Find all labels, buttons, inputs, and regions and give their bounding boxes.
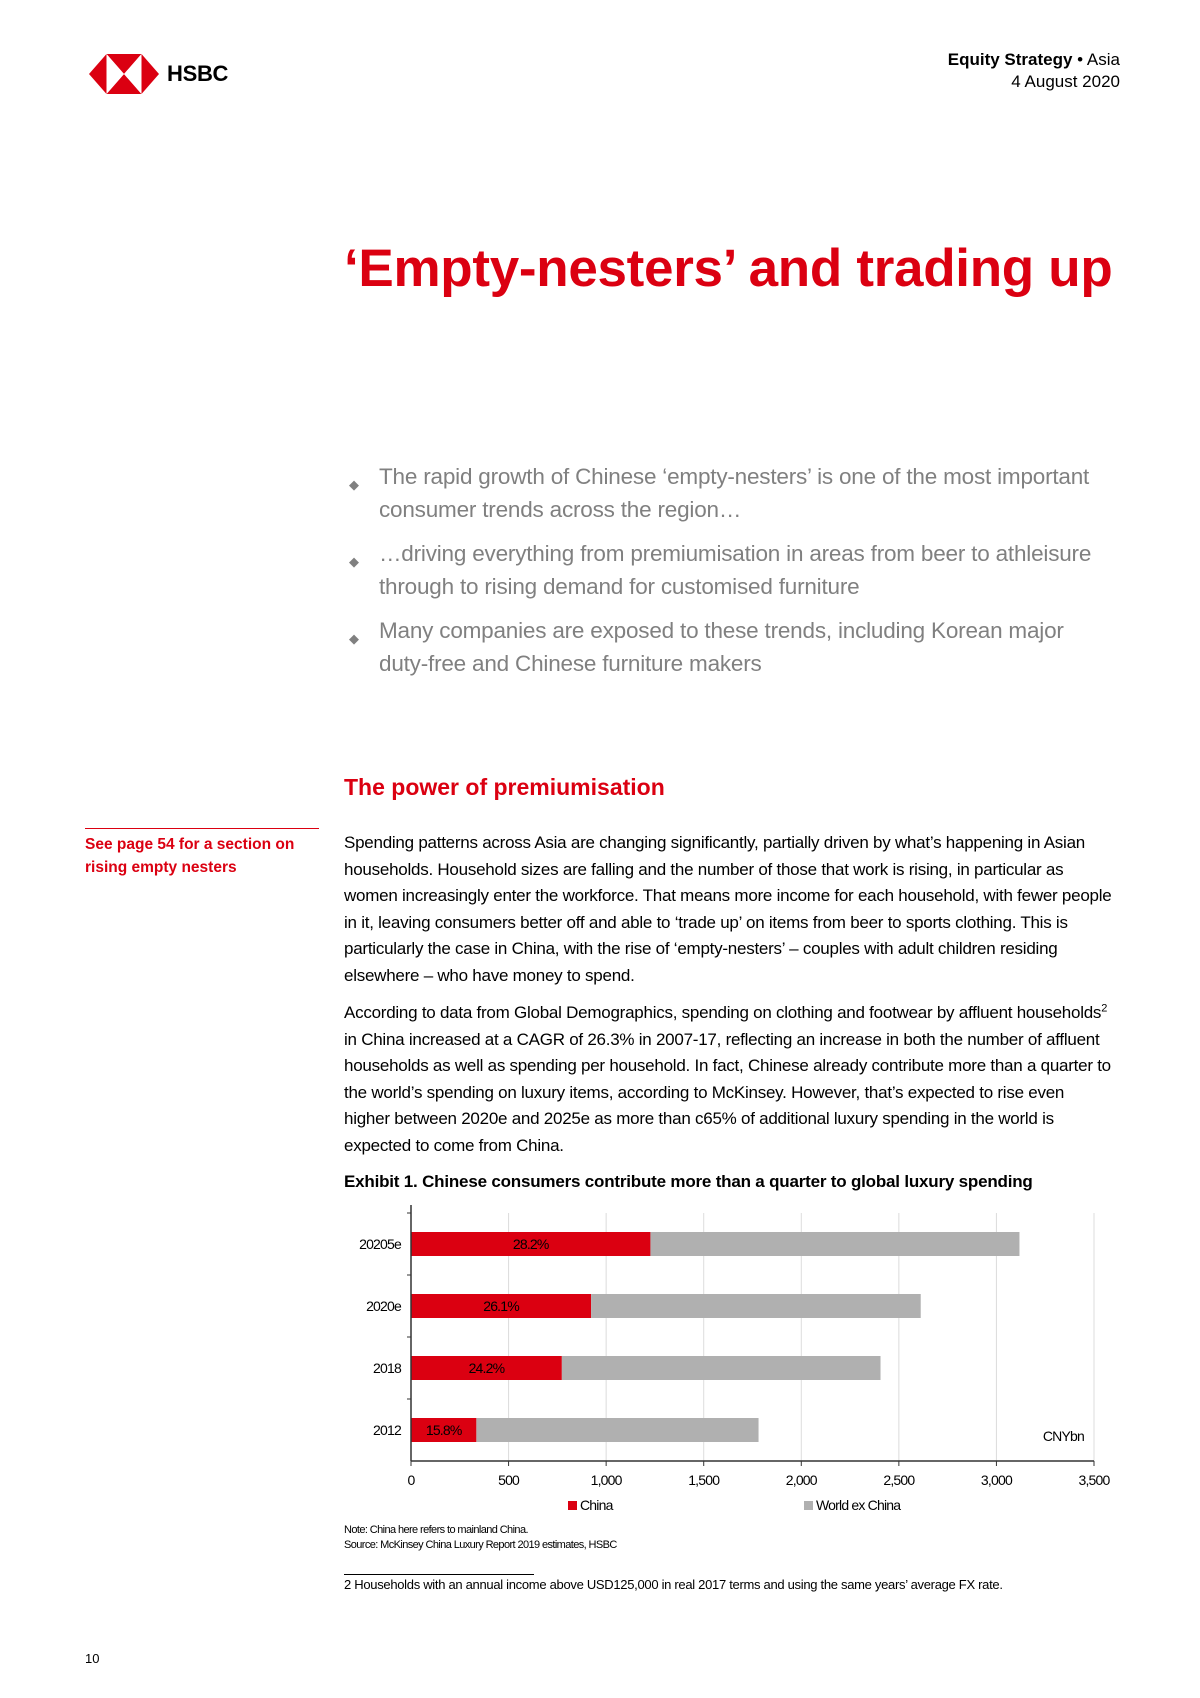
bar-world-ex-china bbox=[476, 1418, 758, 1442]
bar-world-ex-china bbox=[562, 1356, 881, 1380]
x-tick-label: 3,500 bbox=[1078, 1472, 1110, 1488]
footnote-ref[interactable]: 2 bbox=[1101, 1002, 1108, 1015]
legend-label: China bbox=[580, 1497, 613, 1513]
data-label: 28.2% bbox=[512, 1236, 549, 1252]
bullet-item bbox=[346, 537, 1106, 603]
data-label: 26.1% bbox=[483, 1298, 519, 1314]
x-tick-label: 500 bbox=[498, 1472, 520, 1488]
bar-world-ex-china bbox=[591, 1294, 921, 1318]
section-heading: The power of premiumisation bbox=[344, 774, 665, 800]
bar-world-ex-china bbox=[650, 1232, 1019, 1256]
x-tick-label: 0 bbox=[407, 1472, 415, 1488]
bullet-item bbox=[346, 460, 1106, 526]
report-series: Equity Strategy bbox=[947, 50, 1073, 69]
data-label: 15.8% bbox=[425, 1422, 462, 1438]
bullet-text: The rapid growth of Chinese ‘empty-nesters’ is one of the most important consumer trends across the region… bbox=[379, 464, 1090, 522]
sidebar-note[interactable]: See page 54 for a section on rising empty nesters bbox=[85, 828, 319, 879]
chart-note: Note: China here refers to mainland China. bbox=[344, 1524, 528, 1536]
x-tick-label: 1,000 bbox=[590, 1472, 622, 1488]
paragraph-2-start: According to data from Global Demographics, spending on clothing and footwear by affluent households bbox=[344, 1003, 1102, 1022]
exhibit-title: Exhibit 1. Chinese consumers contribute more than a quarter to global luxury spending bbox=[344, 1172, 1033, 1191]
unit-label: CNYbn bbox=[1042, 1428, 1084, 1444]
y-tick-label: 2012 bbox=[373, 1422, 401, 1438]
diamond-bullet-icon: ◆ bbox=[349, 554, 359, 569]
page-number: 10 bbox=[85, 1651, 100, 1666]
body-text bbox=[344, 830, 1114, 1170]
x-tick-label: 2,500 bbox=[883, 1472, 915, 1488]
separator: • bbox=[1077, 50, 1084, 69]
paragraph-2 bbox=[344, 1000, 1114, 1159]
hsbc-logo bbox=[89, 54, 228, 94]
legend-swatch bbox=[568, 1501, 577, 1510]
x-tick-label: 2,000 bbox=[785, 1472, 817, 1488]
hsbc-hexagon-icon bbox=[89, 54, 159, 94]
x-tick-label: 3,000 bbox=[980, 1472, 1012, 1488]
chart-notes bbox=[344, 1523, 617, 1553]
bullet-text: Many companies are exposed to these trends, including Korean major duty-free and Chinese furniture makers bbox=[379, 618, 1064, 676]
paragraph-2-end: in China increased at a CAGR of 26.3% in 2007-17, reflecting an increase in both the number of affluent households as well as spending per household. In fact, Chinese already contribute more than a quarter to the world’s spending on luxury items, according to McKinsey. However, that’s expected to rise even higher between 2020e and 2025e as more than c65% of additional luxury spending in the world is expected to come from China. bbox=[344, 1029, 1111, 1155]
data-label: 24.2% bbox=[468, 1360, 505, 1376]
report-header bbox=[948, 49, 1120, 93]
bullet-text: …driving everything from premiumisation in areas from beer to athleisure through to rising demand for customised furniture bbox=[379, 541, 1092, 599]
x-tick-label: 1,500 bbox=[688, 1472, 720, 1488]
bullet-item bbox=[346, 614, 1106, 680]
summary-bullets bbox=[346, 460, 1106, 691]
legend-swatch bbox=[804, 1501, 813, 1510]
chart-source: Source: McKinsey China Luxury Report 2019 estimates, HSBC bbox=[344, 1539, 617, 1551]
diamond-bullet-icon: ◆ bbox=[349, 477, 359, 492]
y-tick-label: 20205e bbox=[359, 1236, 401, 1252]
paragraph-1: Spending patterns across Asia are changing significantly, partially driven by what’s happening in Asian households. Household sizes are falling and the number of those that work is rising, in particular as women increasingly enter the workforce. That means more income for each household, with fewer people in it, leaving consumers better off and able to ‘trade up’ on items from beer to sports clothing. This is particularly the case in China, with the rise of ‘empty-nesters’ – couples with adult children residing elsewhere – who have money to spend. bbox=[344, 833, 1112, 985]
page-title: ‘Empty-nesters’ and trading up bbox=[344, 239, 1113, 298]
footnote: 2 Households with an annual income above USD125,000 in real 2017 terms and using the same years’ average FX rate. bbox=[344, 1577, 1003, 1592]
y-tick-label: 2020e bbox=[366, 1298, 401, 1314]
luxury-spending-chart bbox=[340, 1205, 1120, 1515]
legend-label: World ex China bbox=[816, 1497, 901, 1513]
y-tick-label: 2018 bbox=[373, 1360, 401, 1376]
report-date: 4 August 2020 bbox=[1011, 72, 1120, 91]
brand-name: HSBC bbox=[167, 61, 229, 86]
report-region: Asia bbox=[1086, 50, 1120, 69]
diamond-bullet-icon: ◆ bbox=[349, 631, 359, 646]
